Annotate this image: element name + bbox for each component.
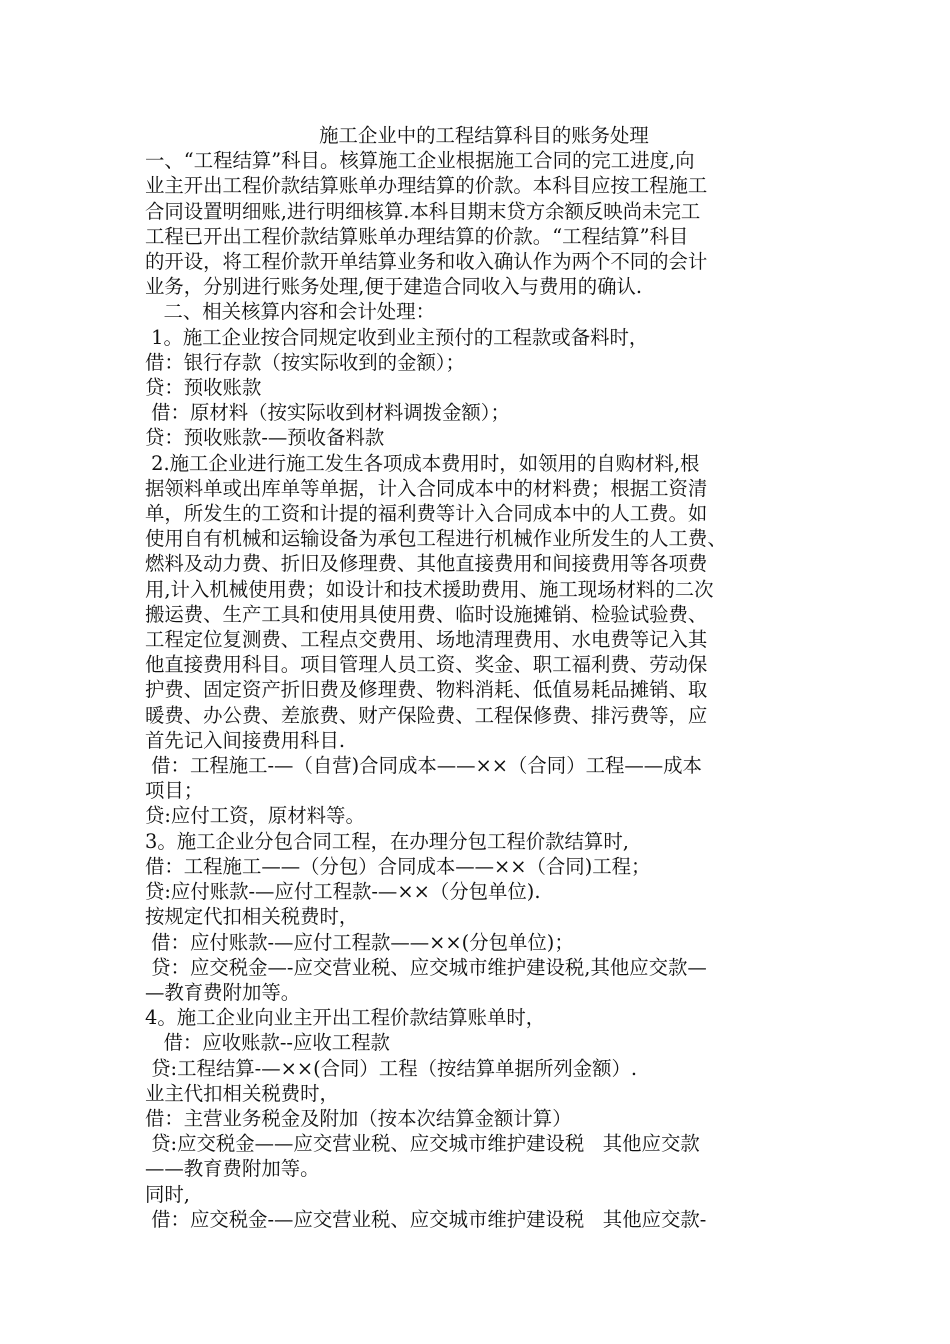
text-line: 工程已开出工程价款结算账单办理结算的价款。“工程结算”科目 <box>145 224 689 248</box>
text-line: 按规定代扣相关税费时， <box>145 905 359 929</box>
journal-entry-debit: 借：工程施工-—（自营)合同成本——××（合同）工程——成本 <box>145 754 702 778</box>
text-line: 2.施工企业进行施工发生各项成本费用时，如领用的自购材料,根 <box>145 451 700 475</box>
text-line: 搬运费、生产工具和使用具使用费、临时设施摊销、检验试验费、 <box>145 602 708 626</box>
text-line: 4。施工企业向业主开出工程价款结算账单时， <box>145 1006 546 1030</box>
journal-entry-debit: 借：原材料（按实际收到材料调拨金额）； <box>145 401 510 425</box>
text-line: 同时, <box>145 1182 190 1206</box>
text-line: 合同设置明细账,进行明细核算.本科目期末贷方余额反映尚未完工 <box>145 199 701 223</box>
text-line: 工程定位复测费、工程点交费用、场地清理费用、水电费等记入其 <box>145 628 708 652</box>
journal-entry-debit: 借：应收账款--应收工程款 <box>145 1031 390 1055</box>
text-line: 业主代扣相关税费时， <box>145 1081 339 1105</box>
text-line: 单，所发生的工资和计提的福利费等计入合同成本中的人工费。如 <box>145 502 708 526</box>
journal-entry-debit: 借：应付账款-—应付工程款——××(分包单位)； <box>145 930 574 954</box>
journal-entry-debit: 借：银行存款（按实际收到的金额）； <box>145 350 465 374</box>
text-line: 业主开出工程价款结算账单办理结算的价款。本科目应按工程施工 <box>145 174 708 198</box>
text-line: 护费、固定资产折旧费及修理费、物料消耗、低值易耗品摊销、取 <box>145 678 708 702</box>
section-heading: 二、相关核算内容和会计处理： <box>145 300 435 324</box>
text-line: 暖费、办公费、差旅费、财产保险费、工程保修费、排污费等，应 <box>145 703 708 727</box>
text-line: ——教育费附加等。 <box>145 1157 320 1181</box>
text-line: 3。施工企业分包合同工程，在办理分包工程价款结算时, <box>145 829 629 853</box>
text-line: 1。施工企业按合同规定收到业主预付的工程款或备料时， <box>145 325 649 349</box>
text-line: 的开设，将工程价款开单结算业务和收入确认作为两个不同的会计 <box>145 250 708 274</box>
text-line: 业务，分别进行账务处理,便于建造合同收入与费用的确认. <box>145 275 643 299</box>
journal-entry-debit: 借：工程施工——（分包）合同成本——××（合同)工程； <box>145 854 651 878</box>
text-line: 他直接费用科目。项目管理人员工资、奖金、职工福利费、劳动保 <box>145 653 708 677</box>
journal-entry-debit: 借：主营业务税金及附加（按本次结算金额计算） <box>145 1106 572 1130</box>
text-line: 项目； <box>145 779 204 803</box>
text-line: 首先记入间接费用科目. <box>145 728 346 752</box>
text-line: 用,计入机械使用费；如设计和技术援助费用、施工现场材料的二次 <box>145 577 714 601</box>
journal-entry-credit: 贷:应付账款-—应付工程款-—××（分包单位). <box>145 880 541 904</box>
journal-entry-credit: 贷:应交税金——应交营业税、应交城市维护建设税 其他应交款 <box>145 1132 700 1156</box>
journal-entry-credit: 贷:应付工资，原材料等。 <box>145 804 365 828</box>
journal-entry-credit: 贷：预收账款-—预收备料款 <box>145 426 385 450</box>
text-line: 使用自有机械和运输设备为承包工程进行机械作业所发生的人工费、 <box>145 527 727 551</box>
text-line: 据领料单或出库单等单据，计入合同成本中的材料费；根据工资清 <box>145 476 708 500</box>
document-title: 施工企业中的工程结算科目的账务处理 <box>319 124 649 147</box>
document-body <box>145 148 815 1232</box>
journal-entry-credit: 贷：应交税金—-应交营业税、应交城市维护建设税,其他应交款— <box>145 955 707 979</box>
document-page <box>145 123 815 1232</box>
journal-entry-credit: 贷:工程结算-—××(合同）工程（按结算单据所列金额）. <box>145 1056 638 1080</box>
text-line: 一、“工程结算”科目。核算施工企业根据施工合同的完工进度,向 <box>145 149 695 173</box>
text-line: —教育费附加等。 <box>145 980 301 1004</box>
journal-entry-credit: 贷：预收账款 <box>145 376 262 400</box>
journal-entry-debit: 借：应交税金-—应交营业税、应交城市维护建设税 其他应交款- <box>145 1207 707 1231</box>
text-line: 燃料及动力费、折旧及修理费、其他直接费用和间接费用等各项费 <box>145 552 708 576</box>
